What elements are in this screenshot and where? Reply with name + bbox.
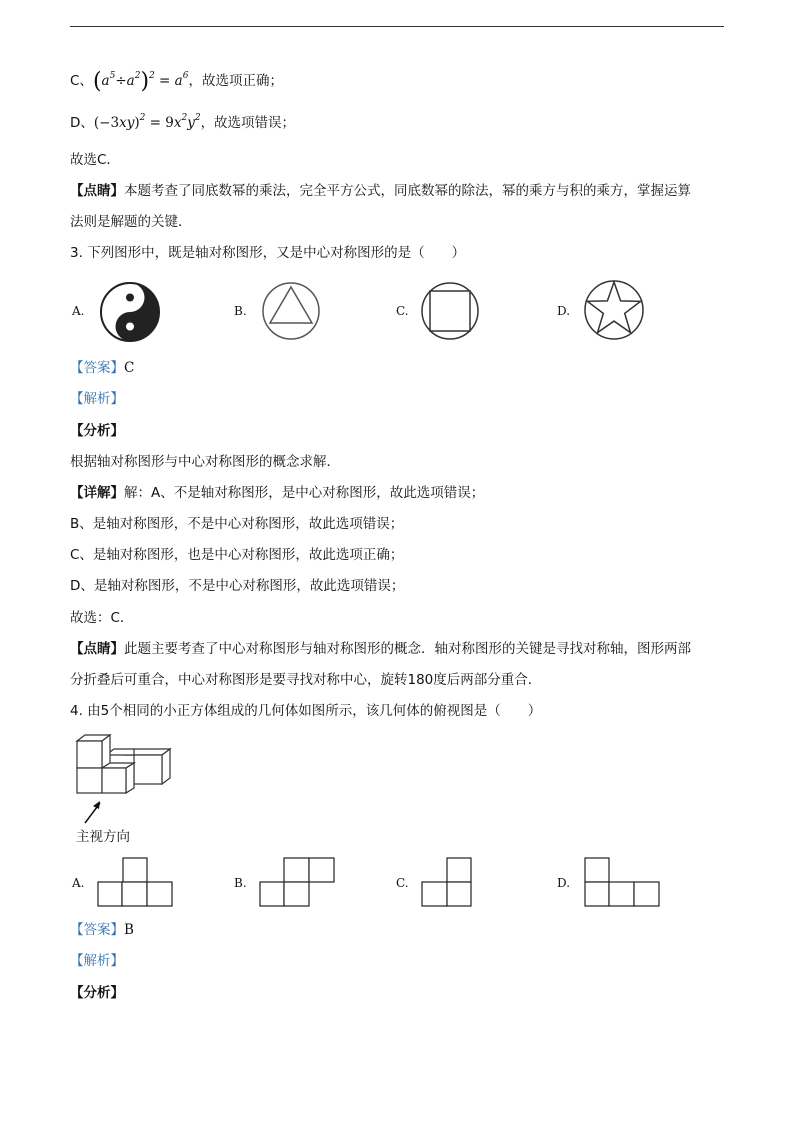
circle-triangle-icon: [262, 282, 322, 342]
xiangjie-tag: 【详解】: [70, 485, 124, 501]
prev-dianjing-2: 法则是解题的关键．: [70, 214, 192, 230]
q3-stem: 3. 下列图形中，既是轴对称图形，又是中心对称图形的是（ ）: [70, 245, 466, 261]
prev-choose: 故选C．: [70, 152, 120, 168]
direction-label: 主视方向: [76, 829, 130, 845]
q3-answer: [70, 359, 134, 377]
formula-d: $(-3xy)^2 = 9x^2y^2$: [93, 113, 201, 131]
q3-analysis-tag: 【解析】: [70, 391, 124, 407]
dianjing-tag: 【点睛】: [70, 641, 124, 657]
q3-choose: 故选：C．: [70, 610, 134, 626]
q3-line-d: D、是轴对称图形，不是中心对称图形，故此选项错误；: [70, 578, 405, 594]
prev-d-result: ，故选项错误；: [200, 115, 296, 131]
formula-c: $(a^5\div a^2)^2 = a^6$: [92, 69, 189, 94]
top-view-a: [97, 857, 175, 909]
q3-option-a-label: A.: [72, 304, 85, 318]
prev-dianjing-1: [70, 182, 691, 200]
top-view-d: [584, 857, 662, 909]
q4-option-d-label: D.: [557, 876, 571, 890]
answer-value: C: [124, 360, 135, 376]
dianjing-text: 此题主要考查了中心对称图形与轴对称图形的概念．轴对称图形的关键是寻找对称轴，图形两部: [124, 641, 691, 657]
q4-option-b-label: B.: [234, 876, 247, 890]
prev-d-label: D、: [70, 115, 94, 131]
prev-c-result: ，故选项正确；: [188, 73, 283, 89]
answer-tag: 【答案】: [70, 360, 124, 376]
q4-stem: 4. 由5个相同的小正方体组成的几何体如图所示，该几何体的俯视图是（ ）: [70, 703, 542, 719]
q3-option-d-label: D.: [557, 304, 571, 318]
header-rule: [70, 26, 724, 27]
circle-square-icon: [422, 283, 480, 341]
q3-line-b: B、是轴对称图形，不是中心对称图形，故此选项错误；: [70, 516, 404, 532]
q3-xiangjie: [70, 484, 484, 502]
q4-option-c-label: C.: [396, 876, 409, 890]
q3-dianjing-2: 分折叠后可重合，中心对称图形是要寻找对称中心，旋转180度后两部分重合．: [70, 672, 542, 688]
top-view-c: [421, 857, 475, 909]
prev-option-d: [70, 114, 295, 132]
prev-c-label: C、: [70, 73, 93, 89]
q4-option-a-label: A.: [72, 876, 85, 890]
top-view-b: [259, 857, 337, 909]
q3-line-c: C、是轴对称图形，也是中心对称图形，故此选项正确；: [70, 547, 404, 563]
q4-analysis-tag: 【解析】: [70, 953, 124, 969]
q3-option-b-label: B.: [234, 304, 247, 318]
q3-fenxi-tag: 【分析】: [70, 423, 124, 439]
q3-dianjing-1: [70, 640, 691, 658]
dianjing-tag: 【点睛】: [70, 183, 124, 199]
answer-value: B: [124, 922, 134, 938]
circle-star-icon: [584, 280, 646, 342]
yin-yang-icon: [100, 282, 162, 344]
prev-option-c: [70, 69, 283, 94]
q4-fenxi-tag: 【分析】: [70, 985, 124, 1001]
q3-option-c-label: C.: [396, 304, 409, 318]
xiangjie-a: 解：A、不是轴对称图形，是中心对称图形，故此选项错误；: [124, 485, 485, 501]
cube-solid-figure: [74, 733, 174, 831]
q4-answer: [70, 921, 134, 939]
answer-tag: 【答案】: [70, 922, 124, 938]
dianjing-text: 本题考查了同底数幂的乘法，完全平方公式，同底数幂的除法，幂的乘方与积的乘方，掌握运算: [124, 183, 691, 199]
q3-fenxi-text: 根据轴对称图形与中心对称图形的概念求解．: [70, 454, 340, 470]
